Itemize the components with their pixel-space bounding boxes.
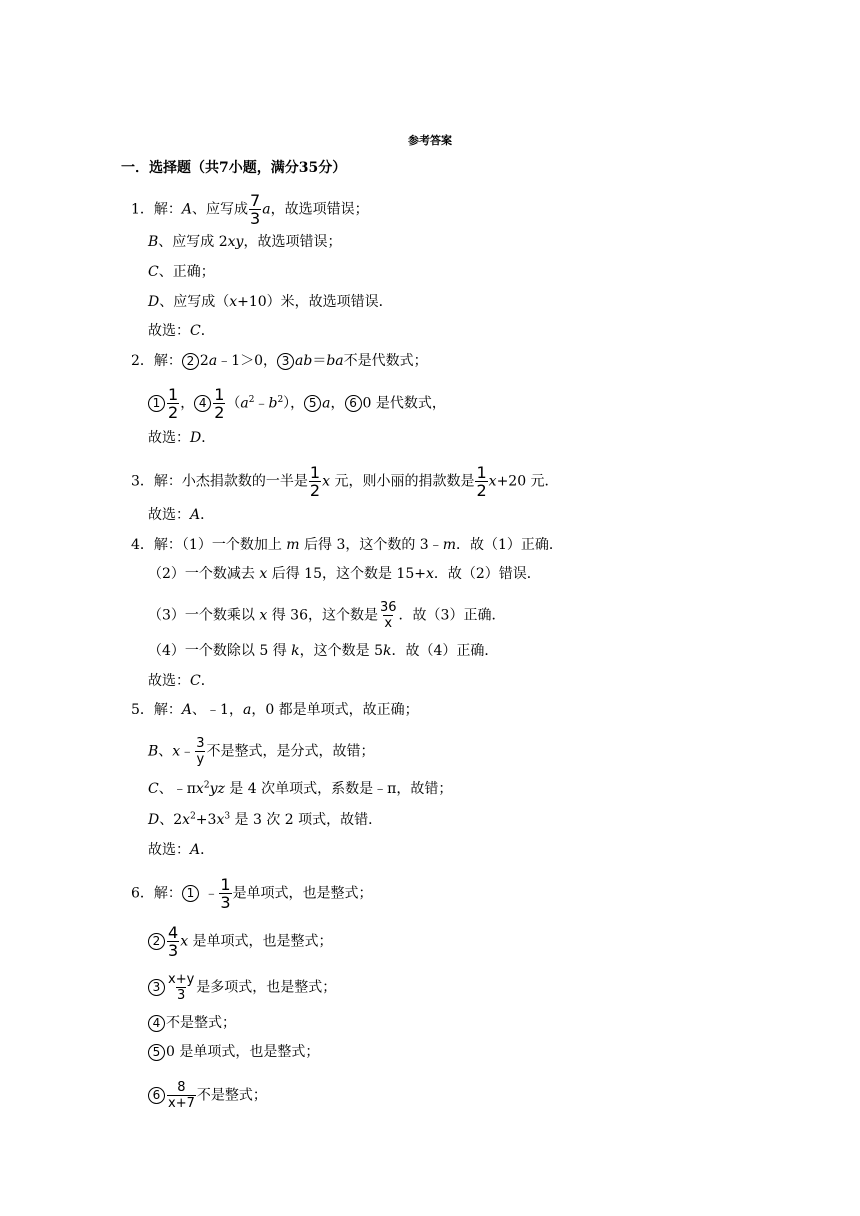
circled-number: 2: [148, 933, 165, 950]
q4-line-3: （3）一个数乘以 x 得 36，这个数是 $\frac{36}{x}$ ．故（3）正确．: [148, 600, 506, 631]
q5-line-2: B、x﹣ $\frac{3}{y}$ 不是整式，是分式，故错；: [148, 736, 375, 767]
q2-answer: 故选：D．: [148, 430, 216, 446]
q1-line-1: 1．解：A、应写成 $\frac{7}{3}$ a，故选项错误；: [131, 191, 369, 228]
q1-line-3: C、正确；: [148, 264, 215, 280]
q4-line-4: （4）一个数除以 5 得 k，这个数是 5k．故（4）正确．: [148, 643, 499, 659]
fraction: $\frac{3}{y}$: [196, 736, 205, 767]
q5-line-1: 5．解：A、﹣1，a，0 都是单项式，故正确；: [131, 702, 419, 718]
q6-line-5: 5 0 是单项式，也是整式；: [148, 1042, 319, 1062]
q6-line-6: 6 $\frac{8}{x+7}$ 不是整式；: [148, 1080, 267, 1111]
q3-answer: 故选：A．: [148, 507, 215, 523]
q2-line-1: 2．解： 2 2a﹣1＞0， 3 ab＝ba不是代数式；: [131, 353, 428, 369]
circled-number: 1: [148, 395, 165, 412]
fraction: $\frac{7}{3}$: [250, 191, 261, 228]
fraction: $\frac{36}{x}$: [379, 600, 397, 631]
page-title: 参考答案: [408, 134, 452, 147]
q3-line-1: 3．解：小杰捐款数的一半是 $\frac{1}{2}$ x 元，则小丽的捐款数是 $\frac{1}{2}$ x+20 元．: [131, 463, 559, 500]
q6-line-1: 6．解： 1 ﹣ $\frac{1}{3}$ 是单项式，也是整式；: [131, 875, 373, 912]
circled-number: 1: [182, 885, 199, 902]
circled-number: 6: [345, 395, 362, 412]
q4-line-1: 4．解：（1）一个数加上 m 后得 3，这个数的 3﹣m．故（1）正确．: [131, 537, 563, 553]
circled-number: 3: [277, 353, 294, 370]
q1-line-4: D、应写成（x+10）米，故选项错误．: [148, 294, 393, 310]
fraction: $\frac{4}{3}$: [168, 923, 179, 960]
fraction: $\frac{1}{2}$: [309, 463, 321, 500]
fraction: $\frac{8}{x+7}$: [168, 1080, 195, 1111]
q5-answer: 故选：A．: [148, 842, 215, 858]
fraction: $\frac{x+y}{3}$: [168, 972, 195, 1003]
q1-line-2: B、应写成 2xy，故选项错误；: [148, 234, 342, 250]
circled-number: 5: [148, 1044, 165, 1061]
q4-line-2: （2）一个数减去 x 后得 15，这个数是 15+x．故（2）错误．: [148, 566, 541, 582]
circled-number: 3: [148, 979, 165, 996]
q5-line-3: C、$﹣\pi x^2yz$ 是 4 次单项式，系数是﹣π，故错；: [148, 780, 453, 797]
circled-number: 5: [304, 395, 321, 412]
circled-number: 2: [182, 353, 199, 370]
q6-line-4: 4 不是整式；: [148, 1013, 236, 1033]
fraction: $\frac{1}{3}$: [220, 875, 231, 912]
q2-line-2: 1 $\frac{1}{2}$ ， 4 $\frac{1}{2}$ $(a^2﹣b^2)$， 5 a， 6 0 是代数式，: [148, 386, 446, 421]
section-heading: 一．选择题（共7小题，满分35分）: [121, 160, 347, 176]
q6-line-2: 2 $\frac{4}{3}$ x 是单项式，也是整式；: [148, 924, 333, 959]
circled-number: 6: [148, 1087, 165, 1104]
fraction: $\frac{1}{2}$: [214, 385, 225, 422]
fraction: $\frac{1}{2}$: [476, 463, 487, 500]
q4-answer: 故选：C．: [148, 673, 215, 689]
circled-number: 4: [194, 395, 211, 412]
q6-line-3: 3 $\frac{x+y}{3}$ 是多项式，也是整式；: [148, 972, 336, 1003]
fraction: $\frac{1}{2}$: [168, 385, 179, 422]
q1-answer: 故选：C．: [148, 323, 215, 339]
circled-number: 4: [148, 1015, 165, 1032]
q5-line-4: D、$2x^2+3x^3$ 是 3 次 2 项式，故错．: [148, 811, 383, 828]
